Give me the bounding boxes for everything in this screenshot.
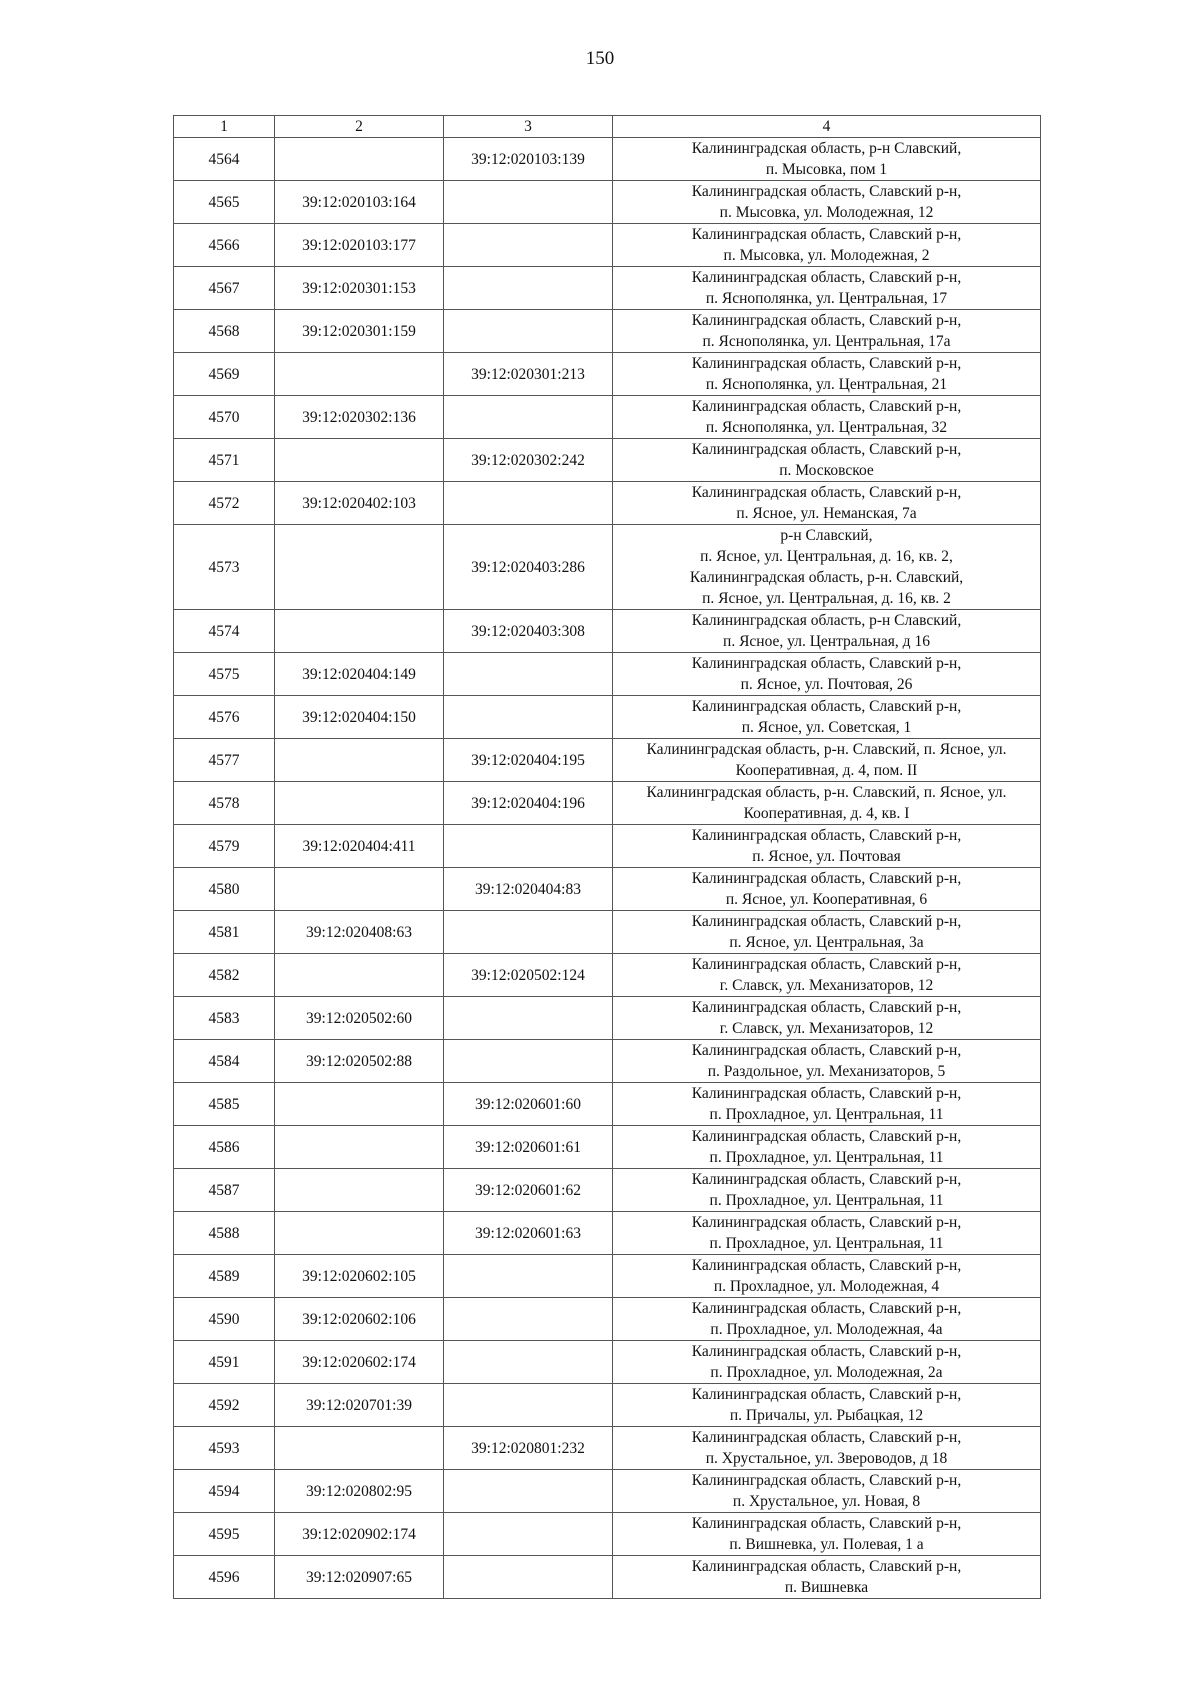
address-line: п. Ясное, ул. Почтовая, 26 [740, 676, 913, 693]
address-cell [613, 739, 1041, 782]
address-line: Калининградская область, Славский р-н, [691, 1042, 962, 1059]
row-number-cell: 4578 [174, 782, 275, 825]
address-cell [613, 267, 1041, 310]
address-line: Калининградская область, Славский р-н, [691, 1300, 962, 1317]
address-line: Калининградская область, Славский р-н, [691, 1429, 962, 1446]
cadastral-number-cell: 39:12:020701:39 [275, 1384, 444, 1427]
cadastral-number-cell [275, 868, 444, 911]
address-line: Калининградская область, Славский р-н, [691, 1085, 962, 1102]
address-line: Калининградская область, Славский р-н, [691, 226, 962, 243]
row-number-cell: 4585 [174, 1083, 275, 1126]
cadastral-number-cell: 39:12:020404:149 [275, 653, 444, 696]
row-number-cell: 4596 [174, 1556, 275, 1599]
row-number-cell: 4570 [174, 396, 275, 439]
cadastral-number-cell [444, 997, 613, 1040]
address-line: Калининградская область, Славский р-н, [691, 1128, 962, 1145]
cadastral-number-cell: 39:12:020602:174 [275, 1341, 444, 1384]
row-number-cell: 4580 [174, 868, 275, 911]
address-line: п. Раздольное, ул. Механизаторов, 5 [707, 1063, 946, 1080]
cadastral-number-cell: 39:12:020301:153 [275, 267, 444, 310]
address-cell [613, 396, 1041, 439]
cadastral-number-cell [444, 1513, 613, 1556]
row-number-cell: 4576 [174, 696, 275, 739]
row-number-cell: 4595 [174, 1513, 275, 1556]
row-number-cell: 4572 [174, 482, 275, 525]
table-row [174, 1212, 1041, 1255]
address-line: Калининградская область, Славский р-н, [691, 312, 962, 329]
address-line: Калининградская область, Славский р-н, [691, 913, 962, 930]
registry-table [173, 115, 1041, 1599]
table-row [174, 396, 1041, 439]
address-cell [613, 138, 1041, 181]
address-line: п. Хрустальное, ул. Новая, 8 [732, 1493, 921, 1510]
address-cell [613, 997, 1041, 1040]
address-line: п. Прохладное, ул. Молодежная, 4 [713, 1278, 940, 1295]
address-cell [613, 1255, 1041, 1298]
address-cell [613, 1298, 1041, 1341]
row-number-cell: 4566 [174, 224, 275, 267]
address-cell [613, 1556, 1041, 1599]
address-line: п. Причалы, ул. Рыбацкая, 12 [729, 1407, 924, 1424]
column-header-3: 3 [444, 116, 613, 138]
cadastral-number-cell: 39:12:020801:232 [444, 1427, 613, 1470]
table-row [174, 1384, 1041, 1427]
address-cell [613, 310, 1041, 353]
address-line: Калининградская область, Славский р-н, [691, 355, 962, 372]
address-cell [613, 224, 1041, 267]
address-line: Калининградская область, Славский р-н, [691, 1214, 962, 1231]
address-line: Калининградская область, Славский р-н, [691, 1386, 962, 1403]
address-line: п. Мысовка, пом 1 [765, 161, 888, 178]
cadastral-number-cell: 39:12:020802:95 [275, 1470, 444, 1513]
cadastral-number-cell: 39:12:020404:150 [275, 696, 444, 739]
cadastral-number-cell [275, 954, 444, 997]
address-line: п. Ясное, ул. Центральная, д. 16, кв. 2 [702, 590, 951, 607]
table-row [174, 868, 1041, 911]
address-cell [613, 1341, 1041, 1384]
table-row [174, 1513, 1041, 1556]
cadastral-number-cell: 39:12:020601:62 [444, 1169, 613, 1212]
address-line: Калининградская область, р-н Славский, [691, 612, 962, 629]
cadastral-number-cell [444, 181, 613, 224]
address-line: Калининградская область, Славский р-н, [691, 1257, 962, 1274]
address-cell [613, 1513, 1041, 1556]
cadastral-number-cell [275, 525, 444, 610]
cadastral-number-cell [444, 1040, 613, 1083]
cadastral-number-cell: 39:12:020601:63 [444, 1212, 613, 1255]
table-row [174, 1556, 1041, 1599]
table-row [174, 653, 1041, 696]
address-line: Калининградская область, Славский р-н, [691, 1515, 962, 1532]
cadastral-number-cell [444, 653, 613, 696]
cadastral-number-cell: 39:12:020404:83 [444, 868, 613, 911]
cadastral-number-cell [275, 1212, 444, 1255]
table-row [174, 1255, 1041, 1298]
address-line: п. Прохладное, ул. Молодежная, 4а [710, 1321, 943, 1338]
row-number-cell: 4567 [174, 267, 275, 310]
address-cell [613, 1470, 1041, 1513]
cadastral-number-cell [444, 396, 613, 439]
cadastral-number-cell: 39:12:020502:88 [275, 1040, 444, 1083]
row-number-cell: 4589 [174, 1255, 275, 1298]
address-cell [613, 911, 1041, 954]
table-row [174, 954, 1041, 997]
cadastral-number-cell [444, 1255, 613, 1298]
address-line: п. Вишневка [784, 1579, 869, 1596]
header-row [174, 116, 1041, 138]
table-row [174, 911, 1041, 954]
row-number-cell: 4592 [174, 1384, 275, 1427]
cadastral-number-cell [275, 610, 444, 653]
table-row [174, 1341, 1041, 1384]
address-line: Кооперативная, д. 4, кв. I [743, 805, 910, 822]
row-number-cell: 4573 [174, 525, 275, 610]
address-line: Калининградская область, Славский р-н, [691, 999, 962, 1016]
address-line: п. Ясное, ул. Центральная, д 16 [723, 633, 930, 650]
address-line: п. Мысовка, ул. Молодежная, 12 [719, 204, 934, 221]
address-line: п. Мысовка, ул. Молодежная, 2 [723, 247, 930, 264]
table-row [174, 1169, 1041, 1212]
table-row [174, 1470, 1041, 1513]
table-row [174, 525, 1041, 610]
address-line: Калининградская область, р-н. Славский, [689, 569, 964, 586]
address-line: Калининградская область, Славский р-н, [691, 1343, 962, 1360]
cadastral-number-cell [444, 911, 613, 954]
table-header [174, 116, 1041, 138]
row-number-cell: 4587 [174, 1169, 275, 1212]
table-row [174, 310, 1041, 353]
table-row [174, 1040, 1041, 1083]
cadastral-number-cell [444, 224, 613, 267]
cadastral-number-cell [444, 1298, 613, 1341]
address-line: Калининградская область, р-н Славский, [691, 140, 962, 157]
cadastral-number-cell [275, 1126, 444, 1169]
row-number-cell: 4594 [174, 1470, 275, 1513]
address-line: Калининградская область, р-н. Славский, п. Ясное, ул. [646, 784, 1007, 801]
cadastral-number-cell: 39:12:020103:177 [275, 224, 444, 267]
table-row [174, 739, 1041, 782]
row-number-cell: 4577 [174, 739, 275, 782]
address-cell [613, 1083, 1041, 1126]
address-line: п. Яснополянка, ул. Центральная, 17а [702, 333, 951, 350]
address-cell [613, 181, 1041, 224]
cadastral-number-cell: 39:12:020301:159 [275, 310, 444, 353]
cadastral-number-cell [275, 1427, 444, 1470]
table-row [174, 224, 1041, 267]
address-cell [613, 782, 1041, 825]
page-number: 150 [585, 48, 615, 69]
table-row [174, 267, 1041, 310]
cadastral-number-cell [275, 1083, 444, 1126]
row-number-cell: 4571 [174, 439, 275, 482]
table-row [174, 997, 1041, 1040]
row-number-cell: 4590 [174, 1298, 275, 1341]
row-number-cell: 4564 [174, 138, 275, 181]
address-cell [613, 1126, 1041, 1169]
cadastral-number-cell: 39:12:020601:60 [444, 1083, 613, 1126]
cadastral-number-cell [444, 267, 613, 310]
address-cell [613, 1384, 1041, 1427]
address-line: Калининградская область, Славский р-н, [691, 956, 962, 973]
address-line: п. Прохладное, ул. Молодежная, 2а [710, 1364, 943, 1381]
address-line: Калининградская область, р-н. Славский, п. Ясное, ул. [646, 741, 1007, 758]
row-number-cell: 4593 [174, 1427, 275, 1470]
cadastral-number-cell: 39:12:020103:164 [275, 181, 444, 224]
table-row [174, 439, 1041, 482]
address-cell [613, 482, 1041, 525]
address-line: Калининградская область, Славский р-н, [691, 269, 962, 286]
table-row [174, 482, 1041, 525]
address-line: п. Яснополянка, ул. Центральная, 32 [705, 419, 948, 436]
row-number-cell: 4579 [174, 825, 275, 868]
address-line: Калининградская область, Славский р-н, [691, 441, 962, 458]
address-line: п. Ясное, ул. Центральная, д. 16, кв. 2, [700, 548, 953, 565]
address-cell [613, 653, 1041, 696]
table-row [174, 1126, 1041, 1169]
cadastral-number-cell [275, 353, 444, 396]
row-number-cell: 4588 [174, 1212, 275, 1255]
address-line: Калининградская область, Славский р-н, [691, 698, 962, 715]
address-line: Калининградская область, Славский р-н, [691, 655, 962, 672]
address-line: п. Ясное, ул. Советская, 1 [741, 719, 912, 736]
cadastral-number-cell: 39:12:020301:213 [444, 353, 613, 396]
table-row [174, 1427, 1041, 1470]
address-line: п. Прохладное, ул. Центральная, 11 [709, 1192, 944, 1209]
table-row [174, 1298, 1041, 1341]
cadastral-number-cell: 39:12:020404:411 [275, 825, 444, 868]
cadastral-number-cell [444, 696, 613, 739]
address-line: п. Вишневка, ул. Полевая, 1 а [729, 1536, 924, 1553]
cadastral-number-cell [444, 310, 613, 353]
cadastral-number-cell [444, 1341, 613, 1384]
address-line: п. Ясное, ул. Неманская, 7а [736, 505, 917, 522]
row-number-cell: 4569 [174, 353, 275, 396]
cadastral-number-cell [275, 439, 444, 482]
address-line: р-н Славский, [780, 527, 873, 544]
address-line: п. Яснополянка, ул. Центральная, 21 [705, 376, 948, 393]
address-line: п. Ясное, ул. Центральная, 3а [729, 934, 924, 951]
address-line: Калининградская область, Славский р-н, [691, 870, 962, 887]
address-line: п. Прохладное, ул. Центральная, 11 [709, 1106, 944, 1123]
cadastral-number-cell: 39:12:020907:65 [275, 1556, 444, 1599]
address-line: п. Прохладное, ул. Центральная, 11 [709, 1235, 944, 1252]
cadastral-number-cell: 39:12:020404:195 [444, 739, 613, 782]
cadastral-number-cell: 39:12:020502:60 [275, 997, 444, 1040]
address-line: Кооперативная, д. 4, пом. II [735, 762, 918, 779]
cadastral-number-cell: 39:12:020404:196 [444, 782, 613, 825]
cadastral-number-cell: 39:12:020302:136 [275, 396, 444, 439]
address-line: п. Ясное, ул. Почтовая [752, 848, 901, 865]
column-header-1: 1 [174, 116, 275, 138]
cadastral-number-cell [275, 739, 444, 782]
cadastral-number-cell: 39:12:020403:286 [444, 525, 613, 610]
cadastral-number-cell: 39:12:020408:63 [275, 911, 444, 954]
address-line: Калининградская область, Славский р-н, [691, 1558, 962, 1575]
row-number-cell: 4584 [174, 1040, 275, 1083]
table-row [174, 610, 1041, 653]
address-cell [613, 525, 1041, 610]
cadastral-number-cell [275, 1169, 444, 1212]
cadastral-number-cell: 39:12:020403:308 [444, 610, 613, 653]
table-row [174, 353, 1041, 396]
address-cell [613, 868, 1041, 911]
row-number-cell: 4586 [174, 1126, 275, 1169]
table-row [174, 138, 1041, 181]
address-line: п. Прохладное, ул. Центральная, 11 [709, 1149, 944, 1166]
address-cell [613, 954, 1041, 997]
cadastral-number-cell: 39:12:020402:103 [275, 482, 444, 525]
table-row [174, 181, 1041, 224]
address-cell [613, 696, 1041, 739]
address-line: г. Славск, ул. Механизаторов, 12 [719, 1020, 934, 1037]
address-line: Калининградская область, Славский р-н, [691, 1171, 962, 1188]
cadastral-number-cell [444, 1470, 613, 1513]
cadastral-number-cell [275, 782, 444, 825]
address-cell [613, 1212, 1041, 1255]
column-header-4: 4 [613, 116, 1041, 138]
address-line: Калининградская область, Славский р-н, [691, 1472, 962, 1489]
cadastral-number-cell: 39:12:020502:124 [444, 954, 613, 997]
address-line: Калининградская область, Славский р-н, [691, 484, 962, 501]
cadastral-number-cell: 39:12:020902:174 [275, 1513, 444, 1556]
cadastral-number-cell [444, 1556, 613, 1599]
address-cell [613, 825, 1041, 868]
address-line: п. Хрустальное, ул. Звероводов, д 18 [705, 1450, 948, 1467]
row-number-cell: 4583 [174, 997, 275, 1040]
address-cell [613, 439, 1041, 482]
cadastral-number-cell: 39:12:020601:61 [444, 1126, 613, 1169]
table-row [174, 1083, 1041, 1126]
cadastral-number-cell [444, 1384, 613, 1427]
address-line: п. Ясное, ул. Кооперативная, 6 [725, 891, 928, 908]
cadastral-number-cell: 39:12:020602:106 [275, 1298, 444, 1341]
address-line: Калининградская область, Славский р-н, [691, 827, 962, 844]
cadastral-number-cell: 39:12:020103:139 [444, 138, 613, 181]
address-line: г. Славск, ул. Механизаторов, 12 [719, 977, 934, 994]
cadastral-number-cell: 39:12:020302:242 [444, 439, 613, 482]
address-line: п. Московское [779, 462, 874, 479]
address-cell [613, 1169, 1041, 1212]
table-body [174, 138, 1041, 1599]
cadastral-number-cell: 39:12:020602:105 [275, 1255, 444, 1298]
address-line: Калининградская область, Славский р-н, [691, 398, 962, 415]
row-number-cell: 4575 [174, 653, 275, 696]
cadastral-number-cell [444, 482, 613, 525]
address-line: Калининградская область, Славский р-н, [691, 183, 962, 200]
address-line: п. Яснополянка, ул. Центральная, 17 [705, 290, 948, 307]
row-number-cell: 4574 [174, 610, 275, 653]
address-cell [613, 1040, 1041, 1083]
row-number-cell: 4591 [174, 1341, 275, 1384]
cadastral-number-cell [275, 138, 444, 181]
row-number-cell: 4565 [174, 181, 275, 224]
address-cell [613, 1427, 1041, 1470]
cadastral-number-cell [444, 825, 613, 868]
address-cell [613, 353, 1041, 396]
row-number-cell: 4581 [174, 911, 275, 954]
row-number-cell: 4568 [174, 310, 275, 353]
column-header-2: 2 [275, 116, 444, 138]
table-row [174, 782, 1041, 825]
row-number-cell: 4582 [174, 954, 275, 997]
table-row [174, 696, 1041, 739]
table-row [174, 825, 1041, 868]
address-cell [613, 610, 1041, 653]
